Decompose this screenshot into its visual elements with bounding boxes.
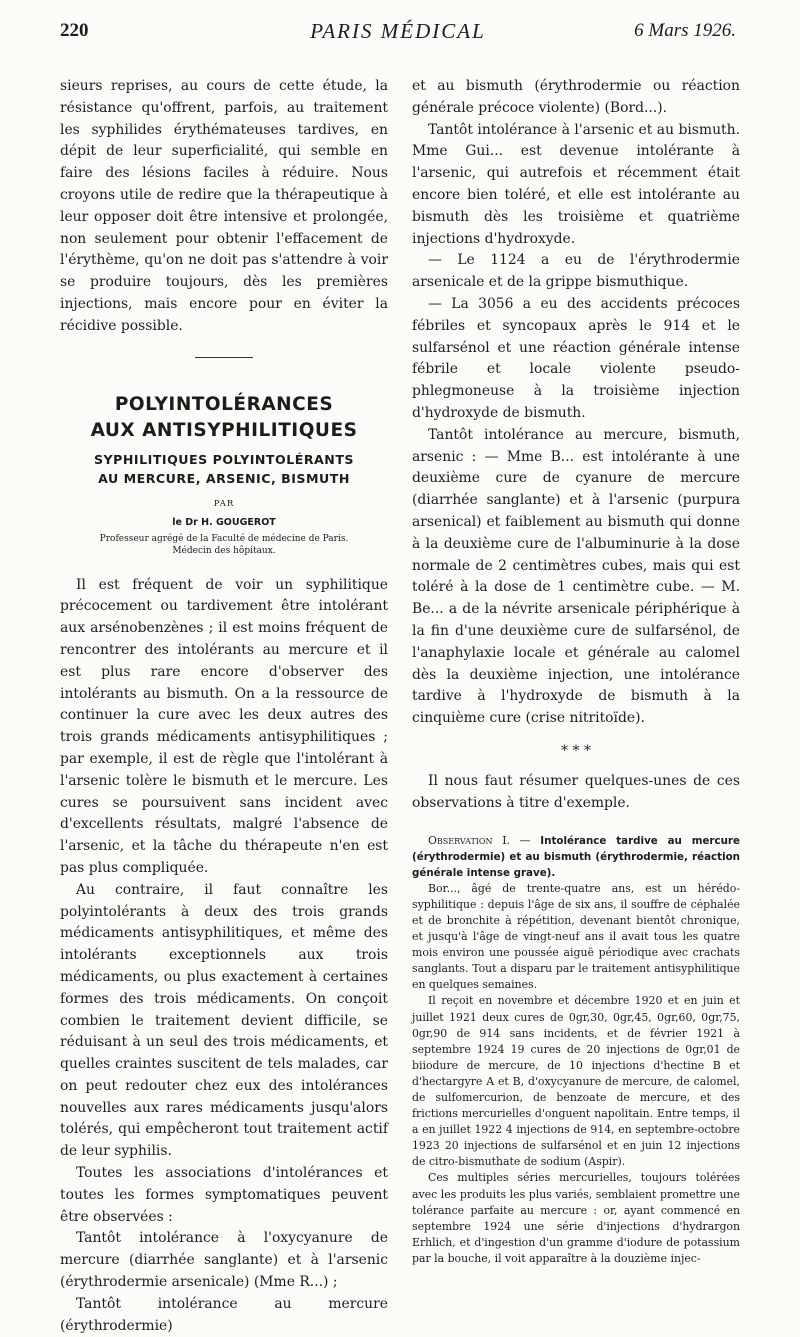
article-title-line1: POLYINTOLÉRANCES [114, 393, 334, 415]
section-separator [195, 357, 253, 358]
observation-paragraph-2: Il reçoit en novembre et décembre 1920 et en juin et juillet 1921 deux cures de 0gr,30, 0gr,45, 0gr,60, 0gr,75, 0gr,90 de 914 sans incidents, et de février 1921 à septembre 1924 19 cures de 20 injections de 0gr,01 de biiodure de mercure, de 10 injections d'hectine B et d'hectargyre A et B, d'oxycyanure de mercure, de calomel, de sulfomercurion, de benzoate de mercure, et des frictions mercurielles d'onguent napolitain. Entre temps, il a en juillet 1922 4 injections de 914, en septembre-octobre 1923 20 injections de sulfarsénol et en juin 12 injections de citro-bismuthate de sodium (Aspir). [412, 994, 740, 1169]
body-paragraph-5: Tantôt intolérance au mercure (érythrodermie) [60, 1295, 388, 1334]
section-stars: * * * [561, 742, 591, 759]
issue-date: 6 Mars 1926. [634, 20, 736, 41]
right-paragraph-4: — La 3056 a eu des accidents précoces fébriles et syncopaux après le 914 et le sulfarsénol et une réaction générale intense fébrile et locale violente pseudo-phlegmoneuse à la troisième injection d'hydroxyde de bismuth. [412, 295, 740, 421]
right-paragraph-2: Tantôt intolérance à l'arsenic et au bismuth. Mme Gui... est devenue intolérante à l'arsenic, qui autrefois et récemment était encore bien toléré, et elle est intolérante au bismuth dès les troisième et quatrième injections d'hydroxyde. [412, 121, 740, 247]
observation-title: Intolérance tardive au mercure (érythrodermie) et au bismuth (érythrodermie, réaction générale intense grave). [412, 834, 740, 879]
observation-paragraph-1: Bor..., âgé de trente-quatre ans, est un hérédo-syphilitique : depuis l'âge de six ans, il souffre de céphalée et de bronchite à répétition, devenant bientôt chronique, et jusqu'à l'âge de vingt-neuf ans il avait tous les quatre mois environ une poussée aiguë périodique avec crachats sanglants. Tout a disparu par le traitement antisyphilitique en quelques semaines. [412, 881, 740, 992]
article-title-line2: AUX ANTISYPHILITIQUES [90, 419, 358, 441]
left-column [60, 76, 388, 1337]
right-paragraph-3: — Le 1124 a eu de l'érythrodermie arsenicale et de la grippe bismuthique. [412, 252, 740, 291]
article-subtitle-line1: SYPHILITIQUES POLYINTOLÉRANTS [93, 451, 355, 467]
author-name: le Dr H. GOUGEROT [172, 516, 276, 528]
body-paragraph-1: Il est fréquent de voir un syphilitique précocement ou tardivement être intolérant aux arsénobenzènes ; il est moins fréquent de rencontrer des intolérants au mercure et il est plus rare encore d'observer des intolérants au bismuth. On a la ressource de continuer la cure avec les deux autres des trois grands médicaments antisyphilitiques ; par exemple, il est de règle que l'intolérant à l'arsenic tolère le bismuth et le mercure. Les cures se poursuivent sans incident avec d'excellents résultats, malgré l'absence de l'arsenic, et la tâche du thérapeute n'en est pas plus compliquée. [60, 576, 388, 876]
body-paragraph-3: Toutes les associations d'intolérances et toutes les formes symptomatiques peuvent être observées : [60, 1165, 388, 1225]
byline-par: PAR [213, 498, 235, 509]
observation-heading [412, 833, 740, 881]
observation-label: Observation I. — [428, 833, 531, 847]
page-number: 220 [60, 20, 89, 41]
body-paragraph-4: Tantôt intolérance à l'oxycyanure de mercure (diarrhée sanglante) et à l'arsenic (érythrodermie arsenicale) (Mme R...) ; [60, 1230, 388, 1291]
running-header [60, 20, 736, 46]
body-paragraph-2: Au contraire, il faut connaître les polyintolérants à deux des trois grands médicaments antisyphilitiques, et même des intolérants exceptionnels aux trois médicaments, ou plus exactement à certaines formes des trois médicaments. On conçoit combien le traitement devient difficile, se réduisant à un seul des trois médicaments, et quelles craintes suscitent de tels malades, car on peut redouter chez eux des intolérances nouvelles aux rares médicaments jusqu'alors tolérés, qui empêcheront tout traitement actif de leur syphilis. [60, 881, 388, 1160]
affiliation-line1: Professeur agrégé de la Faculté de médecine de Paris. [99, 533, 349, 544]
journal-title: PARIS MÉDICAL [310, 19, 486, 43]
right-column [412, 76, 740, 1267]
right-paragraph-5: Tantôt intolérance au mercure, bismuth, arsenic : — Mme B... est intolérante à une deuxième cure de cyanure de mercure (diarrhée sanglante) et à l'arsenic (purpura arsenical) et faiblement au bismuth qui donne à la deuxième cure de l'albuminurie à la dose normale de 2 centimètres cubes, mais qui est toléré à la dose de 1 centimètre cube. — M. Be... a de la névrite arsenicale périphérique à la fin d'une deuxième cure de sulfarsénol, de l'anaphylaxie locale et générale au calomel dès la deuxième injection, une intolérance tardive à l'hydroxyde de bismuth à la cinquième cure (crise nitritoïde). [412, 426, 740, 727]
article-subtitle-line2: AU MERCURE, ARSENIC, BISMUTH [98, 470, 350, 486]
author-affiliation [60, 533, 388, 557]
right-paragraph-1: et au bismuth (érythrodermie ou réaction générale précoce violente) (Bord...). [412, 78, 740, 116]
right-paragraph-6: Il nous faut résumer quelques-unes de ces observations à titre d'exemple. [412, 772, 740, 811]
intro-paragraph: sieurs reprises, au cours de cette étude, la résistance qu'offrent, parfois, au traitement les syphilides érythémateuses tardives, en dépit de leur superficialité, qui semble en faire des lésions faciles à réduire. Nous croyons utile de redire que la thérapeutique à leur opposer doit être intensive et prolongée, non seulement pour obtenir l'effacement de l'érythème, qu'on ne doit pas s'attendre à voir se produire toujours, dès les premières injections, mais encore pour en éviter la récidive possible. [60, 78, 388, 334]
observation-paragraph-3: Ces multiples séries mercurielles, toujours tolérées avec les produits les plus variés, semblaient promettre une tolérance parfaite au mercure : or, ayant commencé en septembre 1924 une série d'injections d'hydrargon Erhlich, et d'ingestion d'un gramme d'iodure de potassium par la bouche, il voit apparaître à la douzième injec- [412, 1171, 740, 1265]
affiliation-line2: Médecin des hôpitaux. [172, 545, 276, 556]
